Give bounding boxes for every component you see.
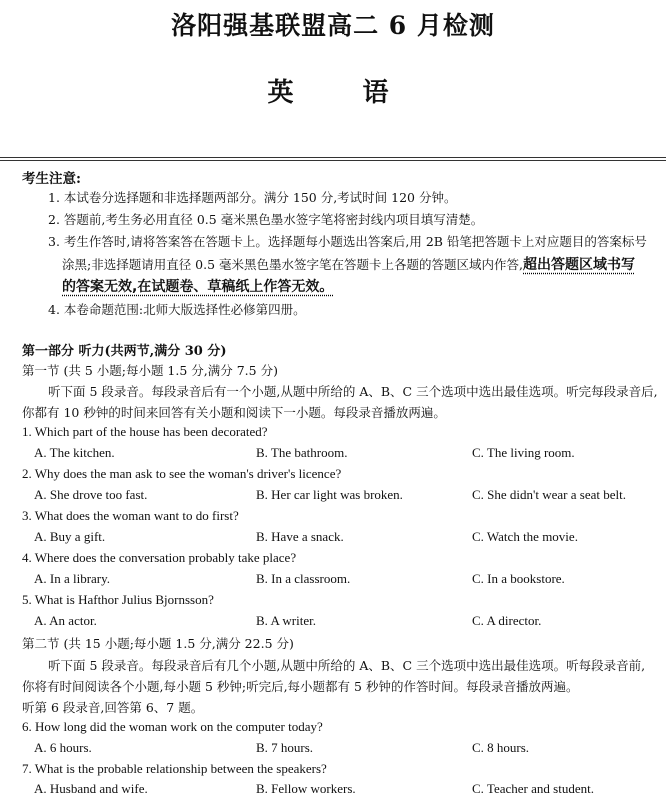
notice-item-3: 3. 考生作答时,请将答案答在答题卡上。选择题每小题选出答案后,用 2B 铅笔把答题卡上对应题目的答案标号: [48, 234, 647, 249]
option-b: B. Have a snack.: [256, 529, 344, 544]
option-a: A. 6 hours.: [34, 740, 92, 755]
section1-heading: 第一节 (共 5 小题;每小题 1.5 分,满分 7.5 分): [22, 363, 278, 378]
option-b: B. In a classroom.: [256, 571, 351, 586]
divider-line: [0, 160, 666, 161]
notice-item-1: 1. 本试卷分选择题和非选择题两部分。满分 150 分,考试时间 120 分钟。: [48, 190, 457, 205]
question-text: 2. Why does the man ask to see the woman's driver's licence?: [22, 466, 342, 481]
option-b: B. A writer.: [256, 613, 316, 628]
option-b: B. The bathroom.: [256, 445, 348, 460]
question-text: 3. What does the woman want to do first?: [22, 508, 239, 523]
section2-heading: 第二节 (共 15 小题;每小题 1.5 分,满分 22.5 分): [22, 636, 294, 651]
option-c: C. Watch the movie.: [472, 529, 578, 544]
notice-item-4: 4. 本卷命题范围:北师大版选择性必修第四册。: [48, 302, 306, 317]
section1-instructions: 听下面 5 段录音。每段录音后有一个小题,从题中所给的 A、B、C 三个选项中选出最佳选项。听完每段录音后,: [48, 384, 658, 399]
notice-item-3-cont: [62, 254, 635, 274]
section2-instructions: 听下面 5 段录音。每段录音后有几个小题,从题中所给的 A、B、C 三个选项中选出最佳选项。听每段录音前,: [48, 658, 646, 673]
option-a: A. The kitchen.: [34, 445, 115, 460]
option-b: B. Her car light was broken.: [256, 487, 403, 502]
option-a: A. An actor.: [34, 613, 97, 628]
option-c: C. The living room.: [472, 445, 575, 460]
exam-title: 洛阳强基联盟高二 6 月检测: [171, 11, 495, 40]
option-c: C. Teacher and student.: [472, 781, 594, 796]
question-text: 5. What is Hafthor Julius Bjornsson?: [22, 592, 214, 607]
part1-heading: 第一部分 听力(共两节,满分 30 分): [22, 344, 227, 359]
option-b: B. Fellow workers.: [256, 781, 356, 796]
option-c: C. 8 hours.: [472, 740, 530, 755]
notice-item-2: 2. 答题前,考生务必用直径 0.5 毫米黑色墨水签字笔将密封线内项目填写清楚。: [48, 212, 484, 227]
question-text: 7. What is the probable relationship between the speakers?: [22, 761, 327, 776]
question-text: 4. Where does the conversation probably take place?: [22, 550, 297, 565]
option-a: A. Buy a gift.: [34, 529, 106, 544]
option-c: C. She didn't wear a seat belt.: [472, 487, 626, 502]
section2-instructions-cont: 你将有时间阅读各个小题,每小题 5 秒钟;听完后,每小题都有 5 秒钟的作答时间。每段录音播放两遍。: [22, 679, 579, 694]
divider-line: [0, 157, 666, 158]
question-text: 6. How long did the woman work on the computer today?: [22, 719, 323, 734]
section1-instructions-cont: 你都有 10 秒钟的时间来回答有关小题和阅读下一小题。每段录音播放两遍。: [22, 405, 446, 420]
option-b: B. 7 hours.: [256, 740, 314, 755]
option-a: A. Husband and wife.: [34, 781, 148, 796]
subject-title: 英 语: [267, 78, 419, 108]
option-c: C. A director.: [472, 613, 542, 628]
option-a: A. She drove too fast.: [34, 487, 148, 502]
option-c: C. In a bookstore.: [472, 571, 565, 586]
notice-item-3-emphasis: 超出答题区域书写: [523, 257, 636, 273]
notice-heading: 考生注意:: [22, 171, 81, 187]
notice-item-3-text: 涂黑;非选择题请用直径 0.5 毫米黑色墨水签字笔在答题卡上各题的答题区域内作答,: [62, 257, 524, 272]
question-text: 1. Which part of the house has been decorated?: [22, 424, 268, 439]
notice-item-3-emphasis-cont: 的答案无效,在试题卷、草稿纸上作答无效。: [62, 279, 334, 295]
section2-sub-instruction: 听第 6 段录音,回答第 6、7 题。: [22, 700, 204, 715]
option-a: A. In a library.: [34, 571, 111, 586]
